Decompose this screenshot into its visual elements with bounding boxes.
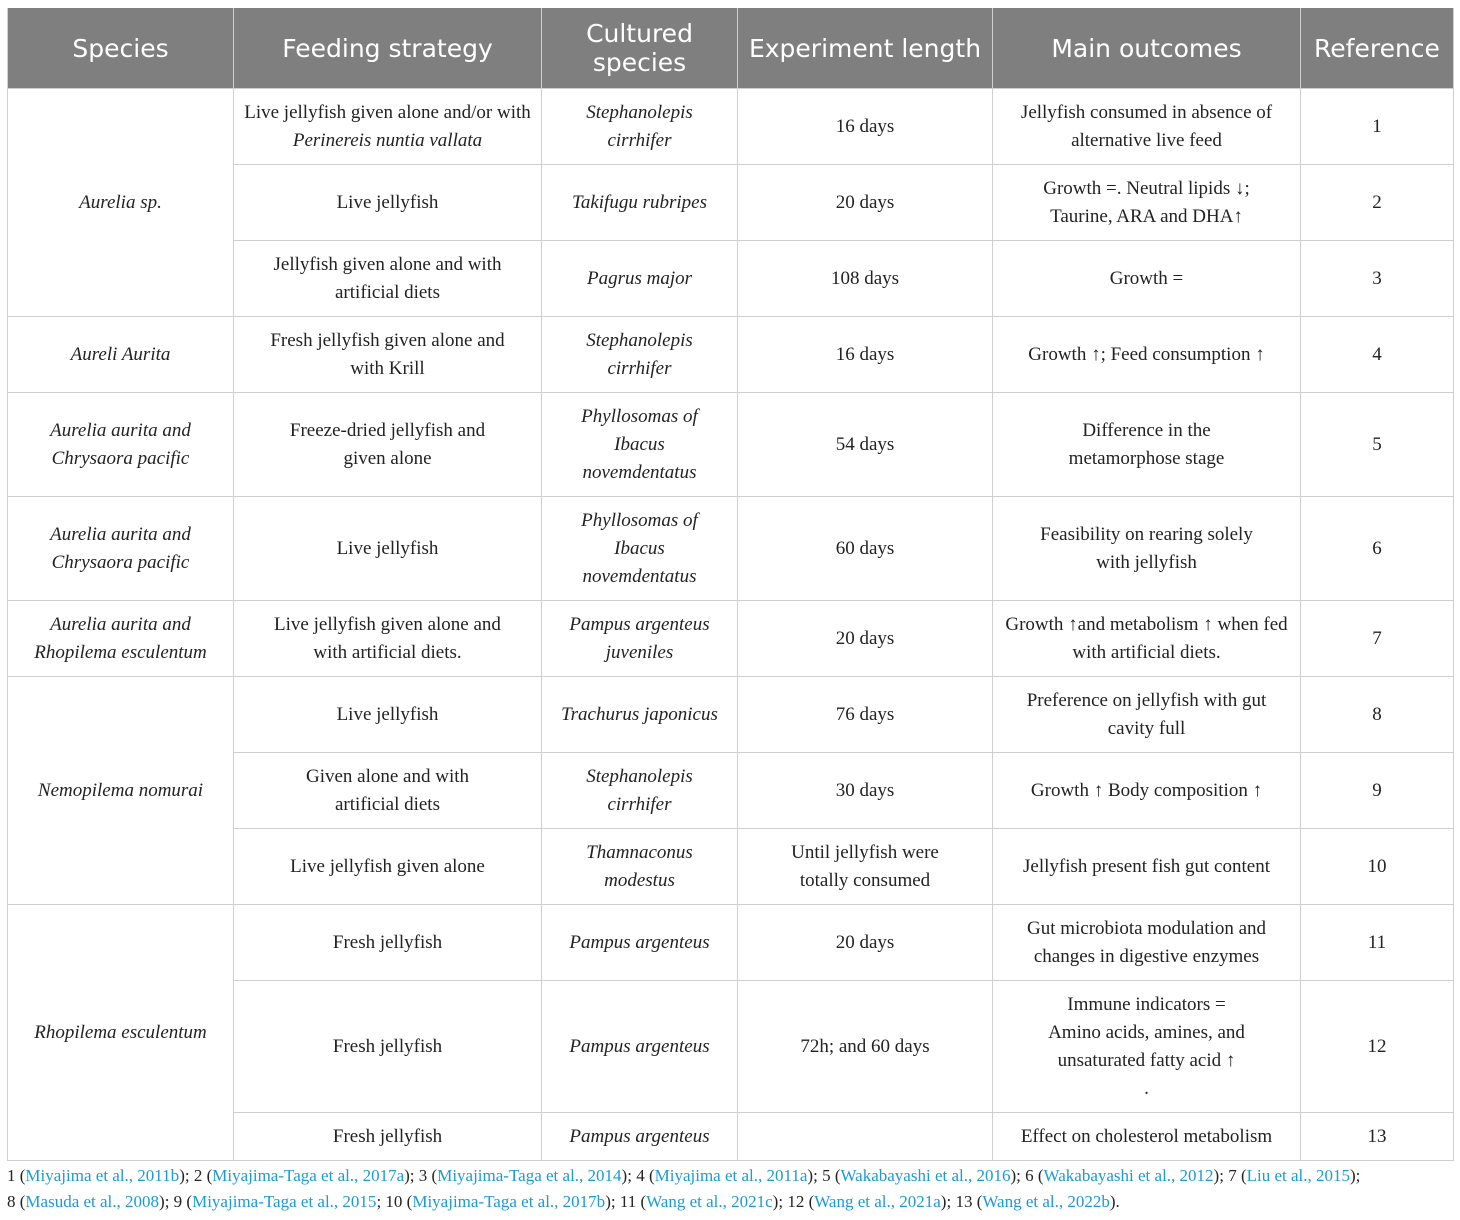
species-cell: Rhopilema esculentum [8,905,234,1161]
col-header-cultured-species: Cultured species [542,8,738,89]
table-row [8,677,1454,753]
feeding-strategy-cell: Fresh jellyfish [234,981,542,1113]
reference-link[interactable]: Wang et al., 2021c [646,1192,773,1211]
table-row [8,393,1454,497]
reference-link[interactable]: Wakabayashi et al., 2016 [840,1166,1011,1185]
reference-cell: 7 [1301,601,1454,677]
main-outcomes-cell: Difference in the metamorphose stage [993,393,1301,497]
species-cell: Nemopilema nomurai [8,677,234,905]
reference-link[interactable]: Miyajima-Taga et al., 2015 [192,1192,377,1211]
reference-link[interactable]: Masuda et al., 2008 [25,1192,160,1211]
experiment-length-cell: 20 days [738,601,993,677]
reference-cell: 2 [1301,165,1454,241]
feeding-strategy-cell: Live jellyfish [234,165,542,241]
reference-link[interactable]: Wang et al., 2022b [982,1192,1110,1211]
col-header-species: Species [8,8,234,89]
jellyfish-feeding-table-container [7,8,1453,1161]
feeding-strategy-cell: Live jellyfish [234,497,542,601]
reference-link[interactable]: Miyajima et al., 2011b [25,1166,180,1185]
col-header-reference: Reference [1301,8,1454,89]
experiment-length-cell: 60 days [738,497,993,601]
main-outcomes-cell: Growth ↑ Body composition ↑ [993,753,1301,829]
feeding-strategy-cell: Live jellyfish given alone and/or with Perinereis nuntia vallata [234,89,542,165]
species-cell: Aurelia aurita and Chrysaora pacific [8,393,234,497]
jellyfish-feeding-table [7,8,1454,1161]
reference-link[interactable]: Miyajima-Taga et al., 2014 [437,1166,622,1185]
experiment-length-cell: 20 days [738,905,993,981]
experiment-length-cell: 76 days [738,677,993,753]
reference-link[interactable]: Liu et al., 2015 [1246,1166,1351,1185]
main-outcomes-cell: Effect on cholesterol metabolism [993,1113,1301,1161]
reference-link[interactable]: Wakabayashi et al., 2012 [1043,1166,1214,1185]
reference-link[interactable]: Wang et al., 2021a [814,1192,941,1211]
cultured-species-cell: Pagrus major [542,241,738,317]
species-cell: Aurelia sp. [8,89,234,317]
col-header-feeding-strategy: Feeding strategy [234,8,542,89]
col-header-main-outcomes: Main outcomes [993,8,1301,89]
experiment-length-cell: Until jellyfish were totally consumed [738,829,993,905]
feeding-strategy-cell: Fresh jellyfish [234,1113,542,1161]
reference-cell: 8 [1301,677,1454,753]
cultured-species-cell: Thamnaconus modestus [542,829,738,905]
species-cell: Aurelia aurita and Chrysaora pacific [8,497,234,601]
cultured-species-cell: Pampus argenteus [542,1113,738,1161]
reference-cell: 5 [1301,393,1454,497]
cultured-species-cell: Takifugu rubripes [542,165,738,241]
reference-link[interactable]: Miyajima-Taga et al., 2017b [412,1192,606,1211]
feeding-strategy-cell: Jellyfish given alone and with artificial diets [234,241,542,317]
main-outcomes-cell: Growth ↑; Feed consumption ↑ [993,317,1301,393]
feeding-strategy-cell: Freeze-dried jellyfish and given alone [234,393,542,497]
main-outcomes-cell: Growth =. Neutral lipids ↓; Taurine, ARA and DHA↑ [993,165,1301,241]
reference-cell: 1 [1301,89,1454,165]
table-row [8,601,1454,677]
experiment-length-cell [738,1113,993,1161]
cultured-species-cell: Stephanolepis cirrhifer [542,317,738,393]
table-row [8,317,1454,393]
cultured-species-cell: Phyllosomas of Ibacus novemdentatus [542,393,738,497]
experiment-length-cell: 54 days [738,393,993,497]
reference-cell: 4 [1301,317,1454,393]
cultured-species-cell: Pampus argenteus [542,905,738,981]
main-outcomes-cell: Gut microbiota modulation and changes in digestive enzymes [993,905,1301,981]
main-outcomes-cell: Preference on jellyfish with gut cavity full [993,677,1301,753]
reference-cell: 13 [1301,1113,1454,1161]
cultured-species-cell: Stephanolepis cirrhifer [542,753,738,829]
cultured-species-cell: Pampus argenteus [542,981,738,1113]
table-row [8,89,1454,165]
main-outcomes-cell: Growth = [993,241,1301,317]
species-cell: Aureli Aurita [8,317,234,393]
experiment-length-cell: 30 days [738,753,993,829]
cultured-species-cell: Stephanolepis cirrhifer [542,89,738,165]
reference-cell: 10 [1301,829,1454,905]
cultured-species-cell: Trachurus japonicus [542,677,738,753]
species-cell: Aurelia aurita and Rhopilema esculentum [8,601,234,677]
main-outcomes-cell: Jellyfish present fish gut content [993,829,1301,905]
col-header-experiment-length: Experiment length [738,8,993,89]
table-footnote: 1 (Miyajima et al., 2011b); 2 (Miyajima-Taga et al., 2017a); 3 (Miyajima-Taga et al., 2014); 4 (Miyajima et al., 2011a); 5 (Wakabayashi et al., 2016); 6 (Wakabayashi et al., 2012); 7 (Liu et al., 2015); 8 (Masuda et al., 2008); 9 (Miyajima-Taga et al., 2015; 10 (Miyajima-Taga et al., 2017b); 11 (Wang et al., 2021c); 12 (Wang et al., 2021a); 13 (Wang et al., 2022b). [7,1166,1361,1211]
cultured-species-cell: Pampus argenteus juveniles [542,601,738,677]
reference-link[interactable]: Miyajima et al., 2011a [654,1166,808,1185]
feeding-strategy-cell: Fresh jellyfish given alone and with Krill [234,317,542,393]
main-outcomes-cell: Immune indicators = Amino acids, amines, and unsaturated fatty acid ↑ . [993,981,1301,1113]
header-row [8,8,1454,89]
main-outcomes-cell: Growth ↑and metabolism ↑ when fed with artificial diets. [993,601,1301,677]
reference-cell: 12 [1301,981,1454,1113]
reference-cell: 9 [1301,753,1454,829]
reference-cell: 11 [1301,905,1454,981]
feeding-strategy-cell: Given alone and with artificial diets [234,753,542,829]
experiment-length-cell: 20 days [738,165,993,241]
reference-link[interactable]: Miyajima-Taga et al., 2017a [212,1166,405,1185]
experiment-length-cell: 72h; and 60 days [738,981,993,1113]
table-row [8,905,1454,981]
main-outcomes-cell: Jellyfish consumed in absence of alternative live feed [993,89,1301,165]
main-outcomes-cell: Feasibility on rearing solely with jellyfish [993,497,1301,601]
feeding-strategy-cell: Fresh jellyfish [234,905,542,981]
reference-cell: 3 [1301,241,1454,317]
table-row [8,497,1454,601]
feeding-strategy-cell: Live jellyfish [234,677,542,753]
experiment-length-cell: 16 days [738,317,993,393]
experiment-length-cell: 108 days [738,241,993,317]
reference-cell: 6 [1301,497,1454,601]
feeding-strategy-cell: Live jellyfish given alone and with artificial diets. [234,601,542,677]
feeding-strategy-cell: Live jellyfish given alone [234,829,542,905]
experiment-length-cell: 16 days [738,89,993,165]
cultured-species-cell: Phyllosomas of Ibacus novemdentatus [542,497,738,601]
